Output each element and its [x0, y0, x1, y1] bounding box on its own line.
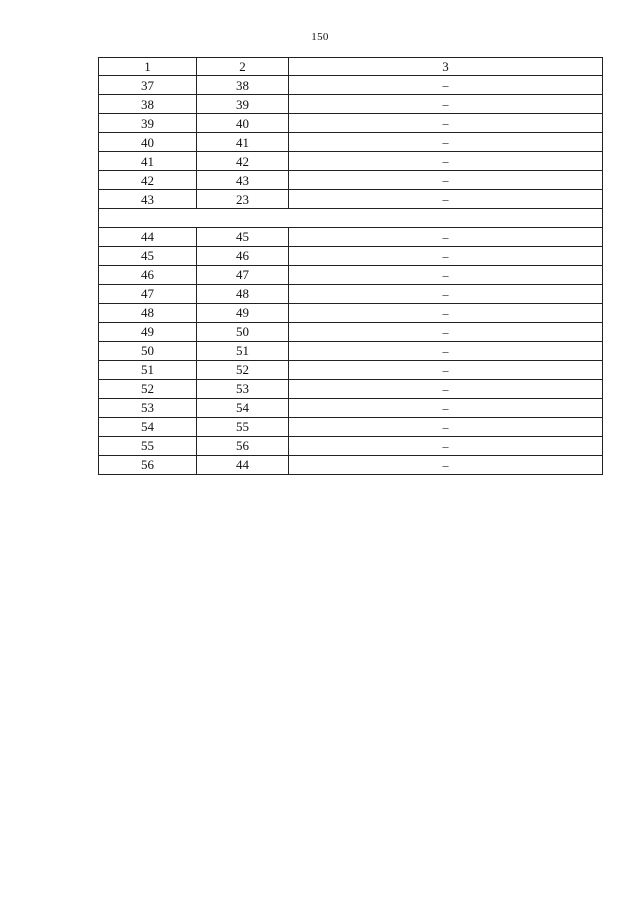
- table-row: [99, 171, 603, 190]
- table-cell: 52: [197, 360, 289, 379]
- table-cell: [289, 398, 603, 417]
- table-cell: [289, 133, 603, 152]
- table-cell: [289, 114, 603, 133]
- table-cell: [289, 171, 603, 190]
- table-row: [99, 246, 603, 265]
- table-cell: 51: [197, 341, 289, 360]
- table-cell: [289, 436, 603, 455]
- dash-value: –: [442, 343, 449, 358]
- table-row: [99, 95, 603, 114]
- table-cell: 53: [197, 379, 289, 398]
- table-cell: [289, 303, 603, 322]
- table-cell: [289, 265, 603, 284]
- table-cell: 48: [197, 284, 289, 303]
- table-cell: [289, 190, 603, 209]
- dash-value: –: [442, 438, 449, 453]
- dash-value: –: [442, 381, 449, 396]
- table-cell: [289, 341, 603, 360]
- table-cell: 46: [99, 265, 197, 284]
- table-cell: [289, 95, 603, 114]
- table-row: [99, 190, 603, 209]
- table-cell: [289, 360, 603, 379]
- table-cell: [289, 455, 603, 474]
- table-cell: 46: [197, 246, 289, 265]
- dash-value: –: [442, 135, 449, 150]
- table-row: [99, 455, 603, 474]
- table-cell: [289, 284, 603, 303]
- table-row: [99, 436, 603, 455]
- table-row: [99, 114, 603, 133]
- dash-value: –: [442, 154, 449, 169]
- table-row: [99, 265, 603, 284]
- table-row: [99, 133, 603, 152]
- table-cell: 43: [197, 171, 289, 190]
- table-cell: 49: [99, 322, 197, 341]
- table-cell: 38: [197, 76, 289, 95]
- table-cell: 45: [197, 227, 289, 246]
- column-header: 3: [289, 58, 603, 76]
- table-cell: 41: [99, 152, 197, 171]
- column-header: 2: [197, 58, 289, 76]
- table-row: [99, 76, 603, 95]
- table-cell: 54: [197, 398, 289, 417]
- table-cell: 39: [99, 114, 197, 133]
- dash-value: –: [442, 229, 449, 244]
- table-cell: 54: [99, 417, 197, 436]
- dash-value: –: [442, 173, 449, 188]
- table-cell: 43: [99, 190, 197, 209]
- table-cell: 55: [197, 417, 289, 436]
- table-cell: 41: [197, 133, 289, 152]
- table-cell: 50: [197, 322, 289, 341]
- dash-value: –: [442, 400, 449, 415]
- table-cell: 38: [99, 95, 197, 114]
- data-table: [98, 57, 603, 475]
- column-header: 1: [99, 58, 197, 76]
- dash-value: –: [442, 419, 449, 434]
- table-row: [99, 303, 603, 322]
- table-row: [99, 152, 603, 171]
- table-cell: 52: [99, 379, 197, 398]
- dash-value: –: [442, 116, 449, 131]
- table-cell: 50: [99, 341, 197, 360]
- table-cell: 42: [99, 171, 197, 190]
- dash-value: –: [442, 192, 449, 207]
- table-cell: 48: [99, 303, 197, 322]
- table-cell: [289, 246, 603, 265]
- table-cell: 56: [99, 455, 197, 474]
- dash-value: –: [442, 324, 449, 339]
- table-cell: 40: [99, 133, 197, 152]
- table-cell: 49: [197, 303, 289, 322]
- dash-value: –: [442, 457, 449, 472]
- dash-value: –: [442, 286, 449, 301]
- table-cell: 40: [197, 114, 289, 133]
- table-cell: 37: [99, 76, 197, 95]
- table-cell: 56: [197, 436, 289, 455]
- table-cell: [289, 76, 603, 95]
- table-row: [99, 227, 603, 246]
- table-cell: 53: [99, 398, 197, 417]
- table-row: [99, 379, 603, 398]
- table-cell: [289, 379, 603, 398]
- table-cell: 51: [99, 360, 197, 379]
- table-row: [99, 341, 603, 360]
- table-row: [99, 398, 603, 417]
- table-cell: 47: [99, 284, 197, 303]
- table-cell: [289, 417, 603, 436]
- table-cell: 47: [197, 265, 289, 284]
- dash-value: –: [442, 248, 449, 263]
- table-cell: 55: [99, 436, 197, 455]
- table-header-row: [99, 58, 603, 76]
- table-row: [99, 284, 603, 303]
- table-cell: 23: [197, 190, 289, 209]
- table-cell: [289, 227, 603, 246]
- dash-value: –: [442, 78, 449, 93]
- table-row: [99, 417, 603, 436]
- table-cell: [289, 322, 603, 341]
- separator-cell: [99, 209, 603, 227]
- table-separator-row: [99, 209, 603, 227]
- table-row: [99, 360, 603, 379]
- page-number: 150: [311, 31, 329, 43]
- table-row: [99, 322, 603, 341]
- dash-value: –: [442, 362, 449, 377]
- dash-value: –: [442, 305, 449, 320]
- table-cell: [289, 152, 603, 171]
- table-cell: 39: [197, 95, 289, 114]
- table-cell: 44: [99, 227, 197, 246]
- table-cell: 45: [99, 246, 197, 265]
- dash-value: –: [442, 97, 449, 112]
- dash-value: –: [442, 267, 449, 282]
- table-cell: 42: [197, 152, 289, 171]
- table-cell: 44: [197, 455, 289, 474]
